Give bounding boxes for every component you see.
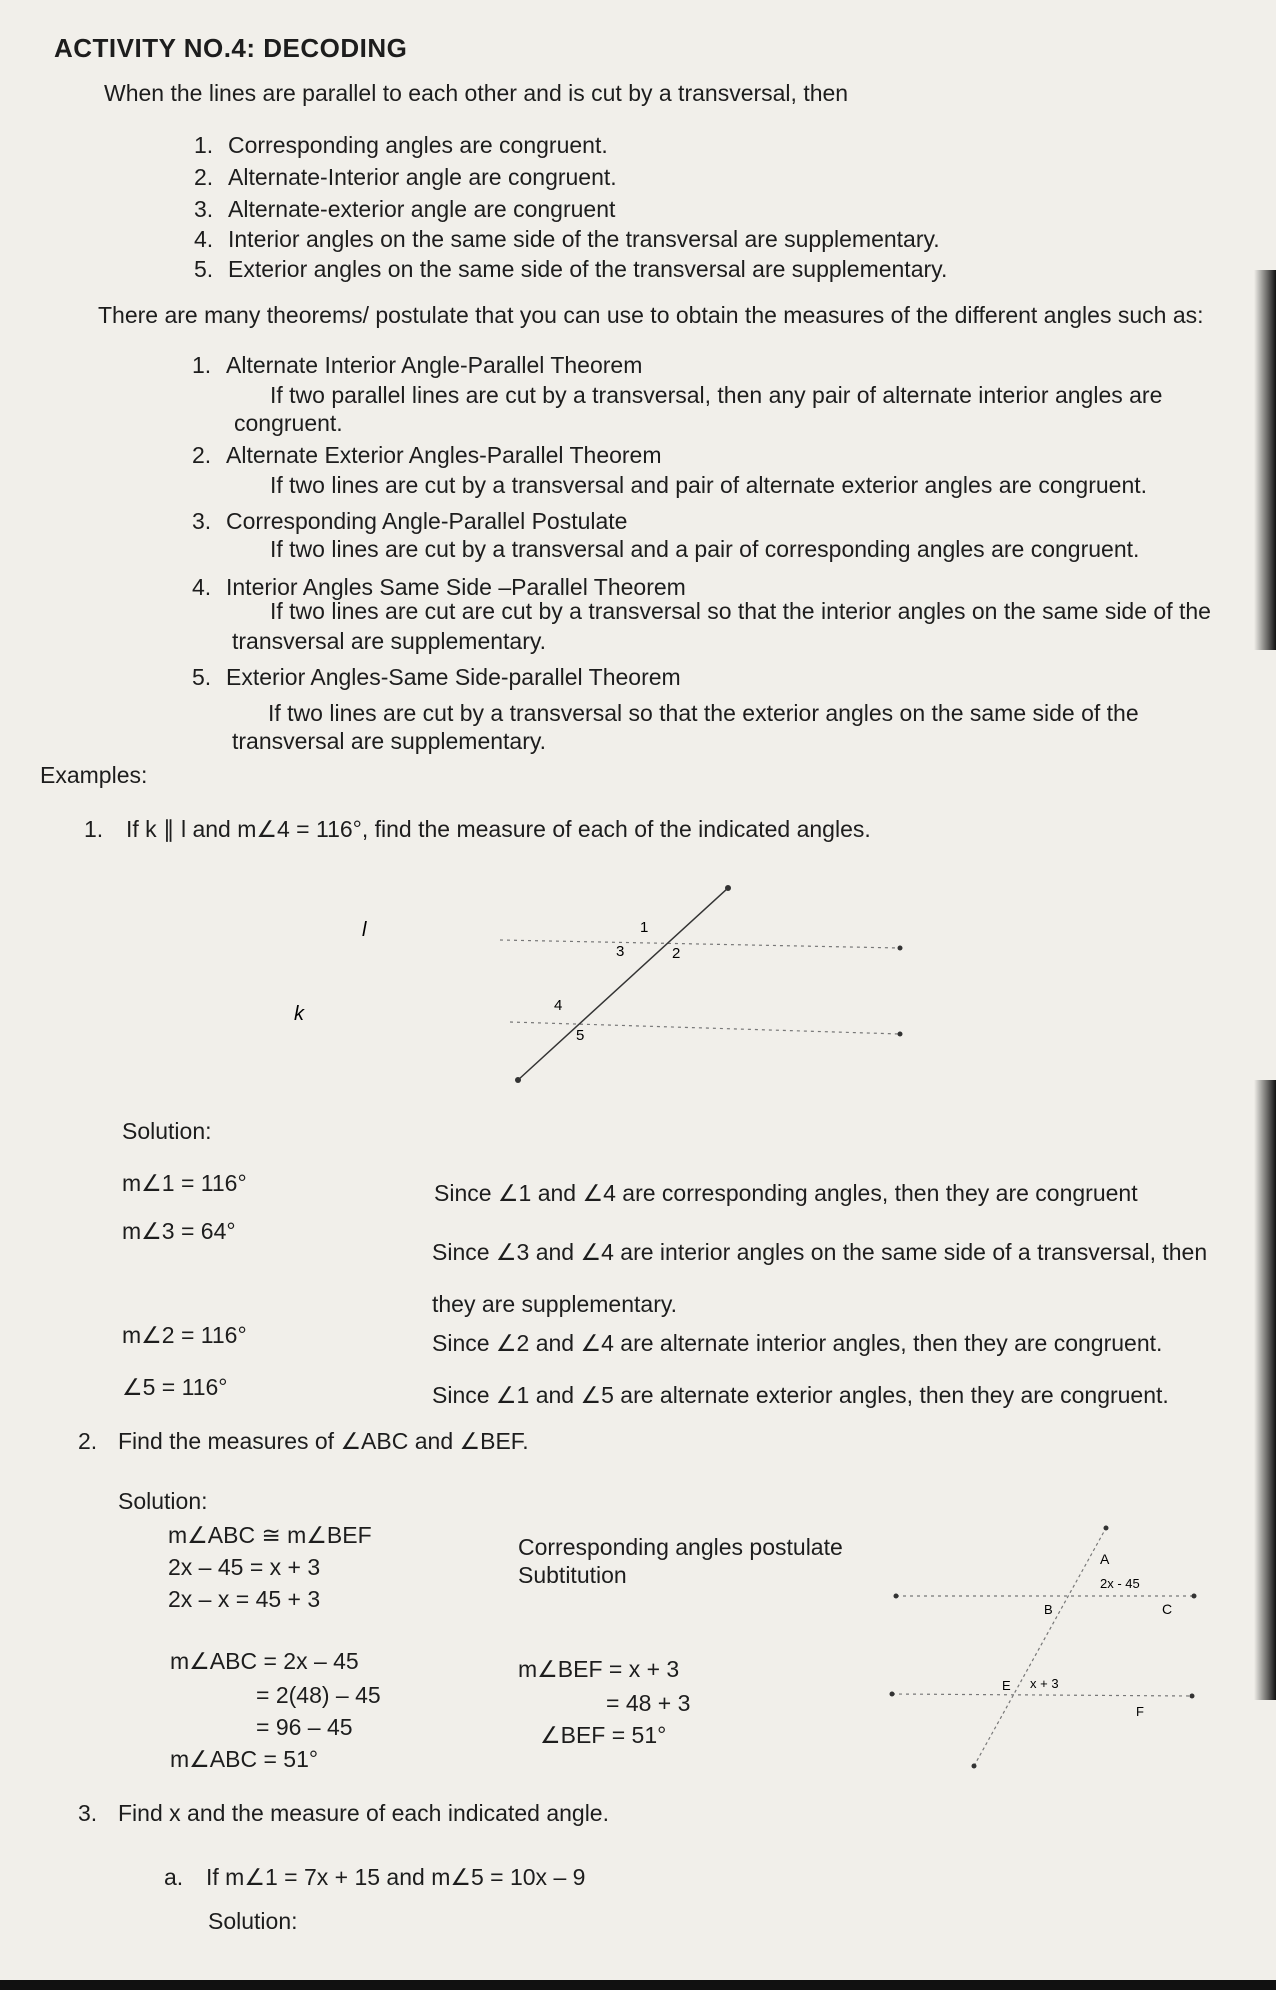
label-B: B <box>1044 1602 1053 1617</box>
theorem-statement-cont: congruent. <box>234 410 343 436</box>
transversal <box>518 888 728 1080</box>
label-l: l <box>362 919 367 941</box>
examples-heading: Examples: <box>40 762 148 788</box>
transversal <box>974 1528 1106 1766</box>
label-F: F <box>1136 1704 1144 1719</box>
theorem-statement: If two lines are cut by a transversal so that the exterior angles on the same side of the <box>268 700 1139 726</box>
equation: m∠ABC = 51° <box>170 1746 319 1772</box>
theorem-statement-cont: transversal are supplementary. <box>232 628 547 654</box>
line-ef <box>892 1694 1192 1696</box>
solution-label: Solution: <box>118 1488 208 1514</box>
example-2-question: 2. Find the measures of ∠ABC and ∠BEF. <box>78 1428 529 1454</box>
line-l <box>500 940 900 948</box>
equation: m∠3 = 64° <box>122 1218 236 1244</box>
reason: Since ∠3 and ∠4 are interior angles on the same side of a transversal, then they are supplementary. <box>432 1239 1208 1317</box>
theorem-statement: If two lines are cut by a transversal and pair of alternate exterior angles are congruent. <box>270 472 1148 498</box>
equation: m∠BEF = x + 3 <box>518 1656 680 1682</box>
label-A: A <box>1100 1551 1110 1567</box>
equation: = 48 + 3 <box>606 1690 691 1716</box>
angle-label-2: 2 <box>672 945 681 962</box>
theorem-name: 2. Alternate Exterior Angles-Parallel Theorem <box>192 442 662 468</box>
list-item: 3. Alternate-exterior angle are congruent <box>194 196 616 222</box>
activity-title: ACTIVITY NO.4: DECODING <box>54 33 408 63</box>
equation: m∠ABC = 2x – 45 <box>170 1648 359 1674</box>
example-3-question: 3. Find x and the measure of each indicated angle. <box>78 1800 609 1826</box>
page-edge-shadow <box>1254 1080 1276 1700</box>
list-item: 4. Interior angles on the same side of the transversal are supplementary. <box>194 226 940 252</box>
reason: Since ∠1 and ∠4 are corresponding angles, then they are congruent <box>434 1180 1138 1206</box>
angle-label-4: 4 <box>554 997 563 1014</box>
part-a: a. If m∠1 = 7x + 15 and m∠5 = 10x – 9 <box>164 1864 586 1890</box>
equation: ∠BEF = 51° <box>540 1722 667 1748</box>
reason: Since ∠1 and ∠5 are alternate exterior angles, then they are congruent. <box>432 1382 1169 1408</box>
theorem-statement-cont: transversal are supplementary. <box>232 728 547 754</box>
intro-text: When the lines are parallel to each other and is cut by a transversal, then <box>104 80 849 106</box>
theorem-name: 5. Exterior Angles-Same Side-parallel Theorem <box>192 664 681 690</box>
angle-label-5: 5 <box>576 1027 585 1044</box>
theorem-statement: If two parallel lines are cut by a transversal, then any pair of alternate interior angles are <box>270 382 1163 408</box>
theorem-name: 4. Interior Angles Same Side –Parallel Theorem <box>192 574 686 600</box>
equation: m∠2 = 116° <box>122 1322 247 1348</box>
theorem-name: 3. Corresponding Angle-Parallel Postulate <box>192 508 628 534</box>
reason: Corresponding angles postulate <box>518 1534 843 1560</box>
equation: 2x – 45 = x + 3 <box>168 1554 321 1580</box>
equation: 2x – x = 45 + 3 <box>168 1586 321 1612</box>
angle-label-3: 3 <box>616 943 625 960</box>
label-k: k <box>294 1003 304 1025</box>
example-1-question: 1. If k ∥ l and m∠4 = 116°, find the measure of each of the indicated angles. <box>84 816 871 842</box>
list-item: 2. Alternate-Interior angle are congruent. <box>194 164 617 190</box>
solution-label: Solution: <box>122 1118 212 1144</box>
parallel-lines-figure-2 <box>880 1520 1210 1780</box>
theorem-statement: If two lines are cut are cut by a transversal so that the interior angles on the same side of the <box>270 598 1211 624</box>
label-C: C <box>1162 1601 1173 1617</box>
equation: m∠1 = 116° <box>122 1170 247 1196</box>
equation: = 2(48) – 45 <box>256 1682 381 1708</box>
line-k <box>510 1022 900 1034</box>
angle-expression-abc: 2x - 45 <box>1100 1576 1140 1591</box>
list-item: 1. Corresponding angles are congruent. <box>194 132 608 158</box>
equation: = 96 – 45 <box>256 1714 353 1740</box>
reason: Subtitution <box>518 1562 627 1588</box>
reason: Since ∠2 and ∠4 are alternate interior angles, then they are congruent. <box>432 1330 1163 1356</box>
page-edge-shadow <box>1254 270 1276 650</box>
parallel-lines-figure-1 <box>270 870 930 1090</box>
equation: m∠ABC ≅ m∠BEF <box>168 1522 372 1548</box>
theorems-intro: There are many theorems/ postulate that you can use to obtain the measures of the different angles such as: <box>98 302 1204 328</box>
angle-expression-bef: x + 3 <box>1030 1676 1059 1691</box>
equation: ∠5 = 116° <box>122 1374 228 1400</box>
label-E: E <box>1002 1678 1011 1693</box>
theorem-statement: If two lines are cut by a transversal and a pair of corresponding angles are congruent. <box>270 536 1140 562</box>
page-bottom-edge <box>0 1980 1276 1990</box>
solution-label: Solution: <box>208 1908 298 1934</box>
list-item: 5. Exterior angles on the same side of the transversal are supplementary. <box>194 256 948 282</box>
angle-label-1: 1 <box>640 919 649 936</box>
theorem-name: 1. Alternate Interior Angle-Parallel Theorem <box>192 352 643 378</box>
